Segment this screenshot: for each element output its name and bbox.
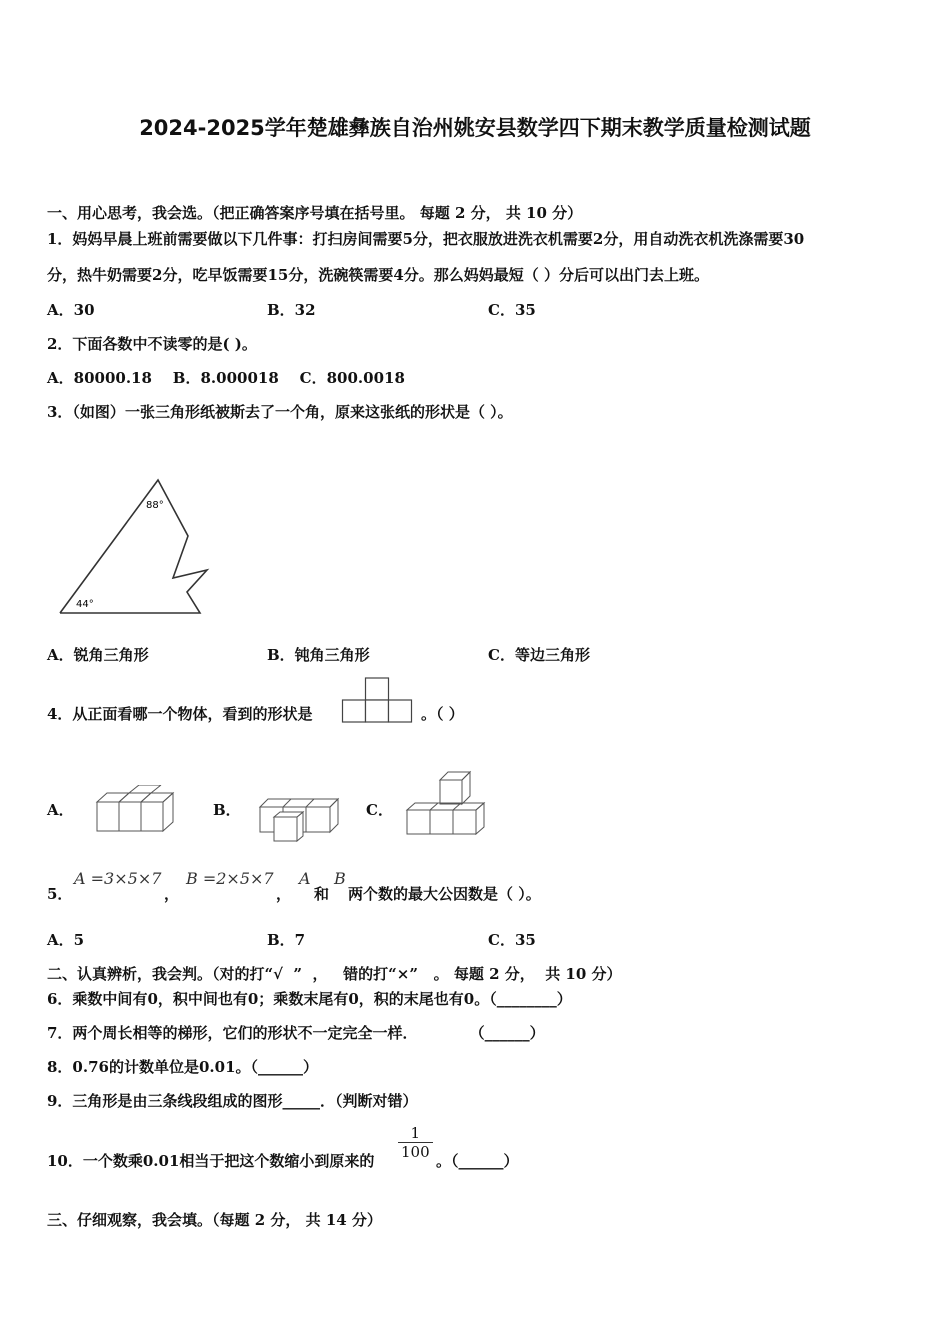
torn-triangle-figure bbox=[50, 470, 220, 620]
q4-text-before: 4．从正面看哪一个物体，看到的形状是 bbox=[47, 705, 313, 723]
q5-expr-a: A =3×5×7 bbox=[74, 869, 162, 888]
q3-option-c: C．等边三角形 bbox=[488, 646, 590, 664]
q1-line1: 1．妈妈早晨上班前需要做以下几件事：打扫房间需要5分，把衣服放进洗衣机需要2分，用自动洗衣机洗涤需要30 bbox=[47, 230, 805, 248]
q10-fraction-denominator: 100 bbox=[401, 1143, 430, 1161]
q1-option-b: B．32 bbox=[267, 301, 316, 319]
q8-text: 8．0.76的计数单位是0.01。（______） bbox=[47, 1058, 319, 1076]
q5-option-c: C．35 bbox=[488, 931, 536, 949]
q10-text-before: 10．一个数乘0.01相当于把这个数缩小到原来的 bbox=[47, 1152, 375, 1170]
q7-text: 7．两个周长相等的梯形，它们的形状不一定完全一样． （______） bbox=[47, 1024, 545, 1042]
q5-number: 5． bbox=[47, 885, 73, 903]
q5-sep-1: ， bbox=[164, 885, 180, 903]
angle-88-label: 88° bbox=[146, 500, 164, 511]
page-title: 2024-2025学年楚雄彝族自治州姚安县数学四下期末教学质量检测试题 bbox=[139, 116, 811, 140]
q5-var-a: A bbox=[299, 869, 311, 888]
q4-option-b-label: B． bbox=[213, 801, 241, 819]
q2-options: A．80000.18 B．8.000018 C．800.0018 bbox=[47, 369, 405, 387]
q10-text-after: 。（______） bbox=[436, 1152, 519, 1170]
q4-option-a-label: A． bbox=[47, 801, 74, 819]
q1-line2: 分，热牛奶需要2分，吃早饭需要15分，洗碗筷需要4分。那么妈妈最短（ ）分后可以出门去上班。 bbox=[47, 266, 709, 284]
q5-text-after: 两个数的最大公因数是（ ）。 bbox=[348, 885, 541, 903]
q4-option-c-label: C． bbox=[366, 801, 393, 819]
angle-44-label: 44° bbox=[76, 599, 94, 610]
q6-text: 6．乘数中间有0，积中间也有0；乘数末尾有0，积的末尾也有0。（________） bbox=[47, 990, 572, 1008]
q4-option-a-cubes bbox=[95, 785, 180, 835]
section-2-header: 二、认真辨析，我会判。（对的打“√ ” ， 错的打“×” 。 每题 2 分， 共 10 分） bbox=[47, 965, 622, 983]
q1-option-c: C．35 bbox=[488, 301, 536, 319]
q5-expr-b: B =2×5×7 bbox=[186, 869, 274, 888]
section-3-header: 三、仔细观察，我会填。（每题 2 分， 共 14 分） bbox=[47, 1211, 382, 1229]
q3-option-a: A．锐角三角形 bbox=[47, 646, 149, 664]
q2-text: 2．下面各数中不读零的是( )。 bbox=[47, 335, 257, 353]
q4-option-b-cubes bbox=[256, 797, 346, 845]
q5-sep-2: ， bbox=[276, 885, 292, 903]
q3-option-b: B．钝角三角形 bbox=[267, 646, 370, 664]
q3-text: 3．（如图）一张三角形纸被斯去了一个角，原来这张纸的形状是（ ）。 bbox=[47, 403, 513, 421]
q5-and: 和 bbox=[314, 885, 330, 903]
q5-option-a: A．5 bbox=[47, 931, 85, 949]
q10-fraction-numerator: 1 bbox=[398, 1124, 433, 1143]
q4-text-after: 。（ ） bbox=[421, 705, 464, 723]
front-view-shape bbox=[341, 677, 415, 725]
q9-text: 9．三角形是由三条线段组成的图形_____．（判断对错） bbox=[47, 1092, 418, 1110]
section-1-header: 一、用心思考，我会选。（把正确答案序号填在括号里。 每题 2 分， 共 10 分） bbox=[47, 204, 583, 222]
q5-option-b: B．7 bbox=[267, 931, 306, 949]
q5-var-b: B bbox=[334, 869, 346, 888]
q1-option-a: A．30 bbox=[47, 301, 95, 319]
q10-fraction bbox=[398, 1124, 433, 1161]
q4-option-c-cubes bbox=[404, 770, 490, 836]
